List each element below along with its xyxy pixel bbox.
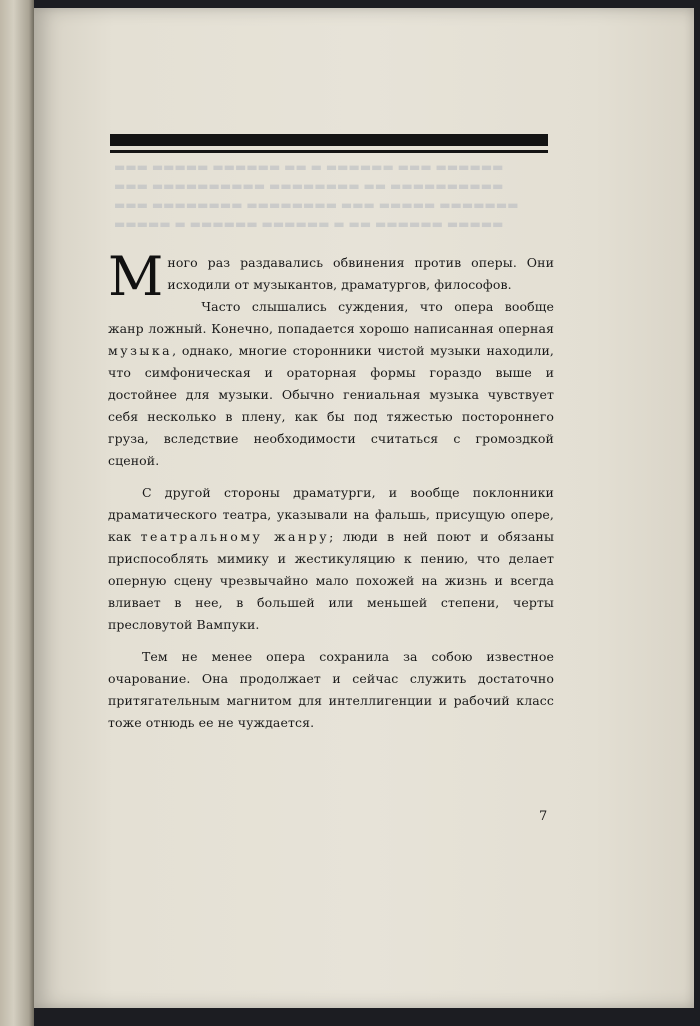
paragraph-4-text: Тем не менее опера сохранила за собою известное очарование. Она продолжает и сейчас служить достаточно притягательным магнитом для интеллигенции и рабочий класс тоже отнюдь ее не чуждается. (108, 649, 554, 730)
paragraph-2-post: , однако, многие сторонники чистой музыки находили, что симфоническая и ораторная формы гораздо выше и достойнее для музыки. Обычно гениальная музыка чувствует себя несколько в плену, как бы под тяжестью постороннего груза, вследствие необходимости считаться с громоздкой сценой. (108, 343, 554, 468)
page-number: 7 (539, 809, 548, 824)
paragraph-2-pre: Часто слышались суждения, что опера вообще жанр ложный. Конечно, попадается хорошо написанная оперная (108, 299, 554, 336)
header-rule-thin (110, 150, 548, 153)
paragraph-4 (108, 646, 554, 734)
book-page (34, 8, 694, 1008)
drop-cap: М (108, 245, 164, 308)
paragraph-2 (108, 296, 554, 472)
paragraph-3-post: ; люди в ней поют и обязаны приспособлять мимику и жестикуляцию к пению, что делает оперную сцену чрезвычайно мало похожей на жизнь и всегда вливает в нее, в большей или меньшей степени, черты пресловутой Вампуки. (108, 529, 554, 632)
show-through-texture: ▬▬▬ ▬▬▬▬▬ ▬▬▬▬▬▬ ▬▬ ▬ ▬▬▬▬▬▬ ▬▬▬ ▬▬▬▬▬▬ ▬▬▬ ▬▬▬▬▬▬▬▬▬▬ ▬▬▬▬▬▬▬▬ ▬▬ ▬▬▬▬▬▬▬▬▬▬ ▬▬▬ ▬▬▬▬▬▬▬▬ ▬▬▬▬▬▬▬▬ ▬▬▬ ▬▬▬▬▬ ▬▬▬▬▬▬▬ ▬▬▬▬▬ ▬ ▬▬▬▬▬▬ ▬▬▬▬▬▬ ▬ ▬▬ ▬▬▬▬▬▬ ▬▬▬▬▬ (114, 160, 519, 231)
paragraph-2-spaced: музыка (108, 343, 173, 358)
paragraph-3-spaced: театральному жанру (140, 529, 330, 544)
paragraph-3-pre: С другой стороны драматурги, и вообще поклонники драматического театра, указывали на фальшь, присущую опере, как (108, 485, 554, 544)
body-text (108, 245, 554, 734)
paragraph-3 (108, 482, 554, 636)
paragraph-1 (108, 245, 554, 308)
previous-page-edge (0, 0, 34, 1026)
paragraph-1-text: ного раз раздавались обвинения против оперы. Они исходили от музыкантов, драматургов, философов. (167, 255, 554, 292)
header-rule-thick (110, 134, 548, 146)
